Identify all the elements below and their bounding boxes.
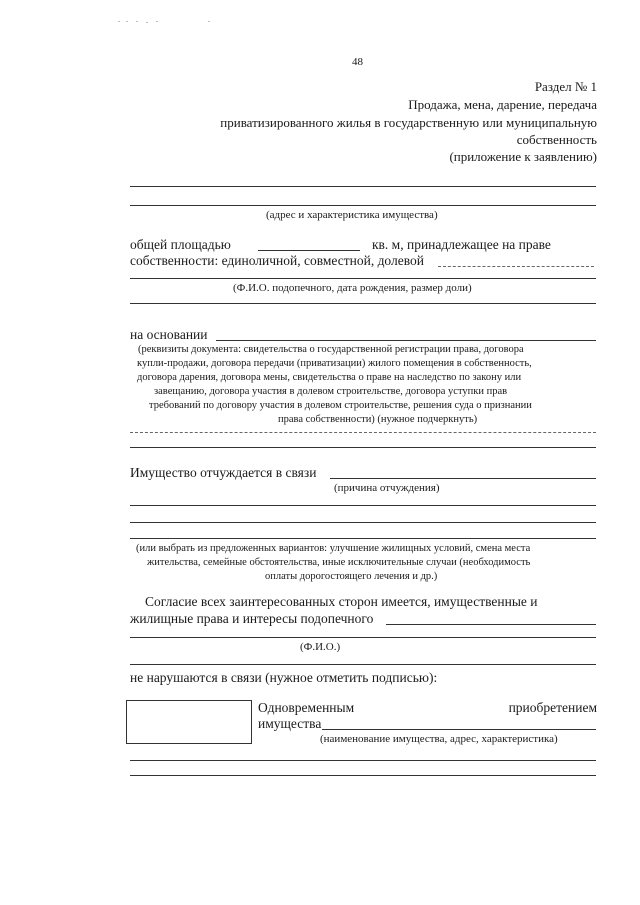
- scan-speck: [136, 21, 138, 22]
- property-name-field[interactable]: [322, 729, 596, 730]
- alienation-reason-field[interactable]: [330, 478, 596, 479]
- section-title-line2: приватизированного жилья в государственную или муниципальную: [220, 115, 597, 130]
- owner-line[interactable]: [130, 278, 596, 279]
- basis-line-1[interactable]: [130, 432, 596, 433]
- owner-line-2[interactable]: [130, 303, 596, 304]
- alienation-options-line2: жительства, семейные обстоятельства, иные исключительные случаи (необходимость: [147, 557, 531, 568]
- option-word-1: Одновременным: [258, 700, 355, 715]
- ward-name-line[interactable]: [130, 637, 596, 638]
- property-line-1[interactable]: [130, 760, 596, 761]
- section-title-line1: Продажа, мена, дарение, передача: [408, 97, 597, 112]
- consent-text-line2: жилищные права и интересы подопечного: [130, 611, 374, 626]
- alienation-options-line3: оплаты дорогостоящего лечения и др.): [265, 571, 438, 582]
- ownership-share-field[interactable]: [438, 266, 594, 267]
- basis-note-line6: права собственности) (нужное подчеркнуть): [278, 414, 478, 425]
- alienation-caption: (причина отчуждения): [334, 482, 440, 494]
- ward-name-field[interactable]: [386, 624, 596, 625]
- basis-note-line5: требований по договору участия в долевом строительстве, решения суда о признании: [149, 400, 532, 411]
- area-field[interactable]: [258, 250, 360, 251]
- basis-label: на основании: [130, 327, 208, 342]
- property-line-2[interactable]: [130, 775, 596, 776]
- owner-caption: (Ф.И.О. подопечного, дата рождения, размер доли): [233, 282, 472, 294]
- scan-speck: [156, 21, 158, 22]
- ownership-type-text: собственности: единоличной, совместной, долевой: [130, 253, 424, 268]
- section-number: Раздел № 1: [534, 79, 597, 94]
- page-number: 48: [352, 56, 363, 68]
- alienation-line-2[interactable]: [130, 522, 596, 523]
- alienation-line-3[interactable]: [130, 538, 596, 539]
- address-caption: (адрес и характеристика имущества): [266, 209, 438, 221]
- basis-note-line2: купли-продажи, договора передачи (приватизации) жилого помещения в собственность,: [137, 358, 532, 369]
- property-caption: (наименование имущества, адрес, характеристика): [320, 733, 558, 745]
- fio-caption: (Ф.И.О.): [300, 641, 341, 653]
- alienation-label: Имущество отчуждается в связи: [130, 465, 317, 480]
- option-word-2: приобретением: [508, 700, 597, 715]
- scan-speck: [208, 21, 210, 22]
- scan-speck: [118, 21, 120, 22]
- alienation-line-1[interactable]: [130, 505, 596, 506]
- basis-line-2[interactable]: [130, 447, 596, 448]
- not-violated-text: не нарушаются в связи (нужное отметить подписью):: [130, 670, 438, 685]
- area-label: общей площадью: [130, 237, 231, 252]
- scan-speck: [146, 22, 148, 23]
- basis-field[interactable]: [216, 340, 596, 341]
- address-line-2[interactable]: [130, 205, 596, 206]
- section-title-line3: собственность: [516, 132, 597, 147]
- basis-note-line4: завещанию, договора участия в долевом строительстве, договора уступки прав: [154, 386, 508, 397]
- option-property-label: имущества: [258, 716, 322, 731]
- address-line-1[interactable]: [130, 186, 596, 187]
- consent-line[interactable]: [130, 664, 596, 665]
- basis-note-line1: (реквизиты документа: свидетельства о государственной регистрации права, договора: [138, 344, 524, 355]
- scan-speck: [126, 21, 128, 22]
- area-unit-text: кв. м, принадлежащее на праве: [372, 237, 551, 252]
- basis-note-line3: договора дарения, договора мены, свидетельства о праве на наследство по закону или: [137, 372, 522, 383]
- alienation-options-line1: (или выбрать из предложенных вариантов: улучшение жилищных условий, смена места: [136, 543, 531, 554]
- signature-box[interactable]: [126, 700, 252, 744]
- section-title-line4: (приложение к заявлению): [449, 149, 597, 164]
- consent-text-line1: Согласие всех заинтересованных сторон имеется, имущественные и: [145, 594, 538, 609]
